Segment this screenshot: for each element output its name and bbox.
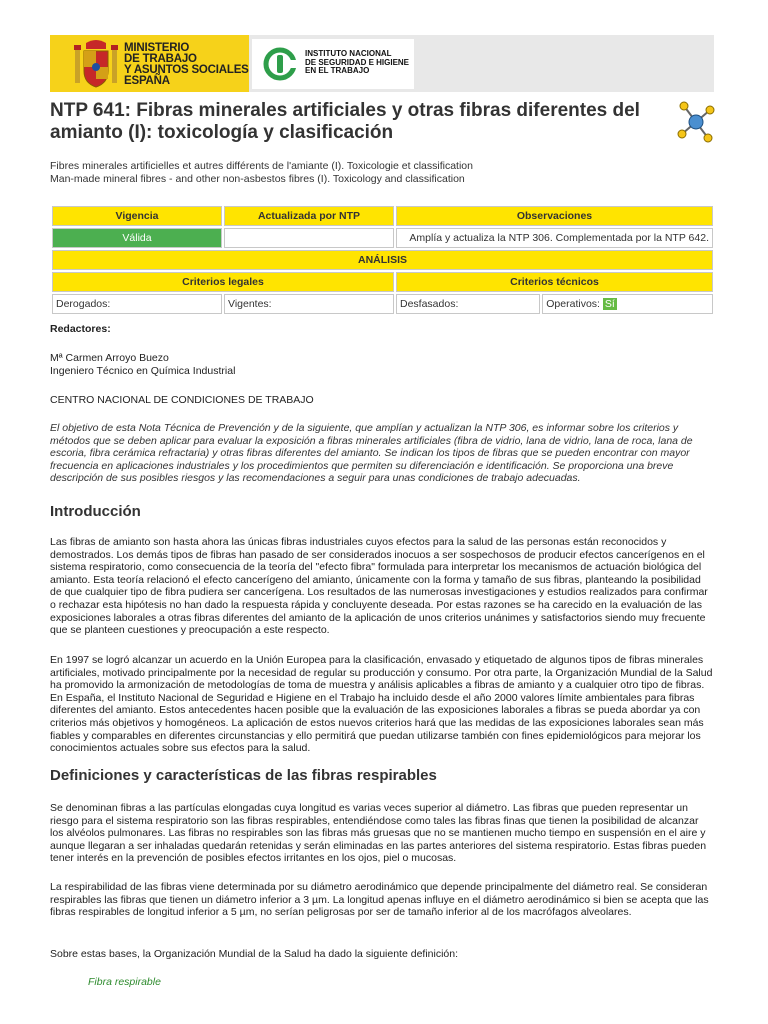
table-row [52,250,713,270]
subtitles [50,160,473,186]
institute-line: DE SEGURIDAD E HIGIENE [305,57,410,67]
author-name: Mª Carmen Arroyo Buezo [50,352,169,364]
operativos-cell [542,294,713,314]
spain-coat-of-arms-icon [72,39,120,89]
analisis-header: ANÁLISIS [52,250,713,270]
vigencia-value: Válida [52,228,222,248]
paragraph: La respirabilidad de las fibras viene determinada por su diámetro aerodinámico que depende principalmente del diámetro real. Se consideran respirables las fibras que tienen un diámetro inferior a 3 µm. La longitud apenas influye en el diámetro aerodinámico si bien se acepta que las fibras respirables de longitud inferior a 5 µm, no serían peligrosas por ser de tamaño inferior al de los macrófagos alveolares. [50,881,709,919]
ministry-name [124,43,249,87]
vigentes-cell: Vigentes: [224,294,394,314]
observaciones-value: Amplía y actualiza la NTP 306. Complementada por la NTP 642. [396,228,713,248]
insht-logo-icon [262,46,298,82]
actualizada-value [224,228,394,248]
operativos-badge: Sí [604,298,615,310]
derogados-cell: Derogados: [52,294,222,314]
header-observaciones: Observaciones [396,206,713,226]
molecule-icon [676,100,716,144]
header-actualizada: Actualizada por NTP [224,206,394,226]
center-name: CENTRO NACIONAL DE CONDICIONES DE TRABAJO [50,394,314,406]
paragraph: Sobre estas bases, la Organización Mundial de la Salud ha dado la siguiente definición: [50,948,459,960]
criterios-tecnicos-header: Criterios técnicos [396,272,713,292]
ministry-line: ESPAÑA [124,75,170,87]
paragraph: Las fibras de amianto son hasta ahora las únicas fibras industriales cuyos efectos para la salud de las personas están reconocidos y demostrados. Los demás tipos de fibras han pasado de ser considerados inocuos a ser sospechosos de producir efectos cancerígenos en el sistema respiratorio, como consecuencia de la teoría del "efecto fibra" formulada para interpretar los mecanismos de actuación biológica del amianto. Esta teoría relacionó el efecto cancerígeno del amianto, únicamente con la forma y tamaño de sus fibras, planteando la posibilidad de que cualquier tipo de fibra pudiera ser cancerígena. Los resultados de las numerosas investigaciones y estudios realizados para confirmar o rechazar esta hipótesis no han dado la respuesta rápida y concluyente deseada. Por estas razones se ha carecido en la evaluación de las exposiciones laborales a otras fibras diferentes del amianto de la aplicación de unos criterios unánimes y satisfactorios siendo muy frecuente que se planteen cuestiones y preocupación a este respecto. [50,536,708,637]
abstract: El objetivo de esta Nota Técnica de Prevención y de la siguiente, que amplían y actualizan la NTP 306, es informar sobre los criterios y métodos que se deben aplicar para evaluar la exposición a fibras minerales artificiales (fibra de vidrio, lana de vidrio, lana de roca, lana de escoria, fibra cerámica refractaria) y otras fibras diferentes del amianto. Se indican los tipos de fibras que se pueden encontrar con mayor frecuencia en aplicaciones industriales y los procedimientos que permiten su diferenciación e identificación. Se proporciona una breve descripción de sus posibles riesgos y las recomendaciones a seguir para unas condiciones de trabajo adecuadas. [50,422,693,484]
ministry-line: Y ASUNTOS SOCIALES [124,64,249,76]
desfasados-cell: Desfasados: [396,294,540,314]
ministry-line: MINISTERIO [124,42,190,54]
institute-name [305,50,409,76]
subtitle-french: Fibres minerales artificielles et autres différents de l'amiante (I). Toxicologie et classification [50,160,473,172]
table-row [52,294,713,314]
status-table [50,204,715,316]
table-row [52,228,713,248]
subtitle-english: Man-made mineral fibres - and other non-asbestos fibres (I). Toxicology and classification [50,173,465,185]
operativos-label: Operativos: [546,298,600,310]
fibra-respirable-term: Fibra respirable [88,976,161,988]
document-title: NTP 641: Fibras minerales artificiales y otras fibras diferentes del amianto (I): toxicología y clasificación [50,100,640,143]
table-row [52,272,713,292]
paragraph: Se denominan fibras a las partículas elongadas cuya longitud es varias veces superior al diámetro. Las fibras que pueden representar un riesgo para el sistema respiratorio son las fibras respirables, entendiéndose como tales las fibras finas que tienen la posibilidad de alcanzar los alvéolos pulmonares. Las fibras no respirables son las fibras más gruesas que no se mantienen mucho tiempo en suspensión en el aire y aunque llegaran a ser inhaladas quedarán retenidas y serán eliminadas en las partes anteriores del sistema respiratorio. Estas fibras pueden tener interés en la prevención de posibles efectos irritantes en los ojos, piel o mucosas. [50,802,707,865]
author-title: Ingeniero Técnico en Química Industrial [50,365,236,377]
institute-line: INSTITUTO NACIONAL [305,49,392,58]
header-vigencia: Vigencia [52,206,222,226]
section-heading-introduccion: Introducción [50,503,141,520]
paragraph: En 1997 se logró alcanzar un acuerdo en la Unión Europea para la clasificación, envasado y etiquetado de algunos tipos de fibras minerales artificiales, motivado principalmente por la necesidad de regular su producción y consumo. Por otra parte, la Organización Mundial de la Salud ha promovido la armonización de metodologías de toma de muestra y análisis aplicables a fibras de amianto y a cualquier otro tipo de fibras. En España, el Instituto Nacional de Seguridad e Higiene en el Trabajo ha incluido desde el año 2000 valores límite ambientales para fibras diferentes del amianto. Estos antecedentes hacen posible que la evaluación de las exposiciones laborales a fibras se pueda abordar ya con criterios más objetivos y homogéneos. La aplicación de estos nuevos criterios hará que las medidas de las exposiciones laborales sean más fiables y comparables en diferentes circunstancias y ello permitirá que puedan utilizarse también con fines epidemiológicos para mejorar los conocimientos actuales sobre sus efectos para la salud. [50,654,713,755]
institute-line: EN EL TRABAJO [305,66,370,75]
section-heading-definiciones: Definiciones y características de las fibras respirables [50,767,437,784]
redactores-label: Redactores: [50,323,111,335]
ministry-line: DE TRABAJO [124,53,197,65]
criterios-legales-header: Criterios legales [52,272,394,292]
table-row [52,206,713,226]
